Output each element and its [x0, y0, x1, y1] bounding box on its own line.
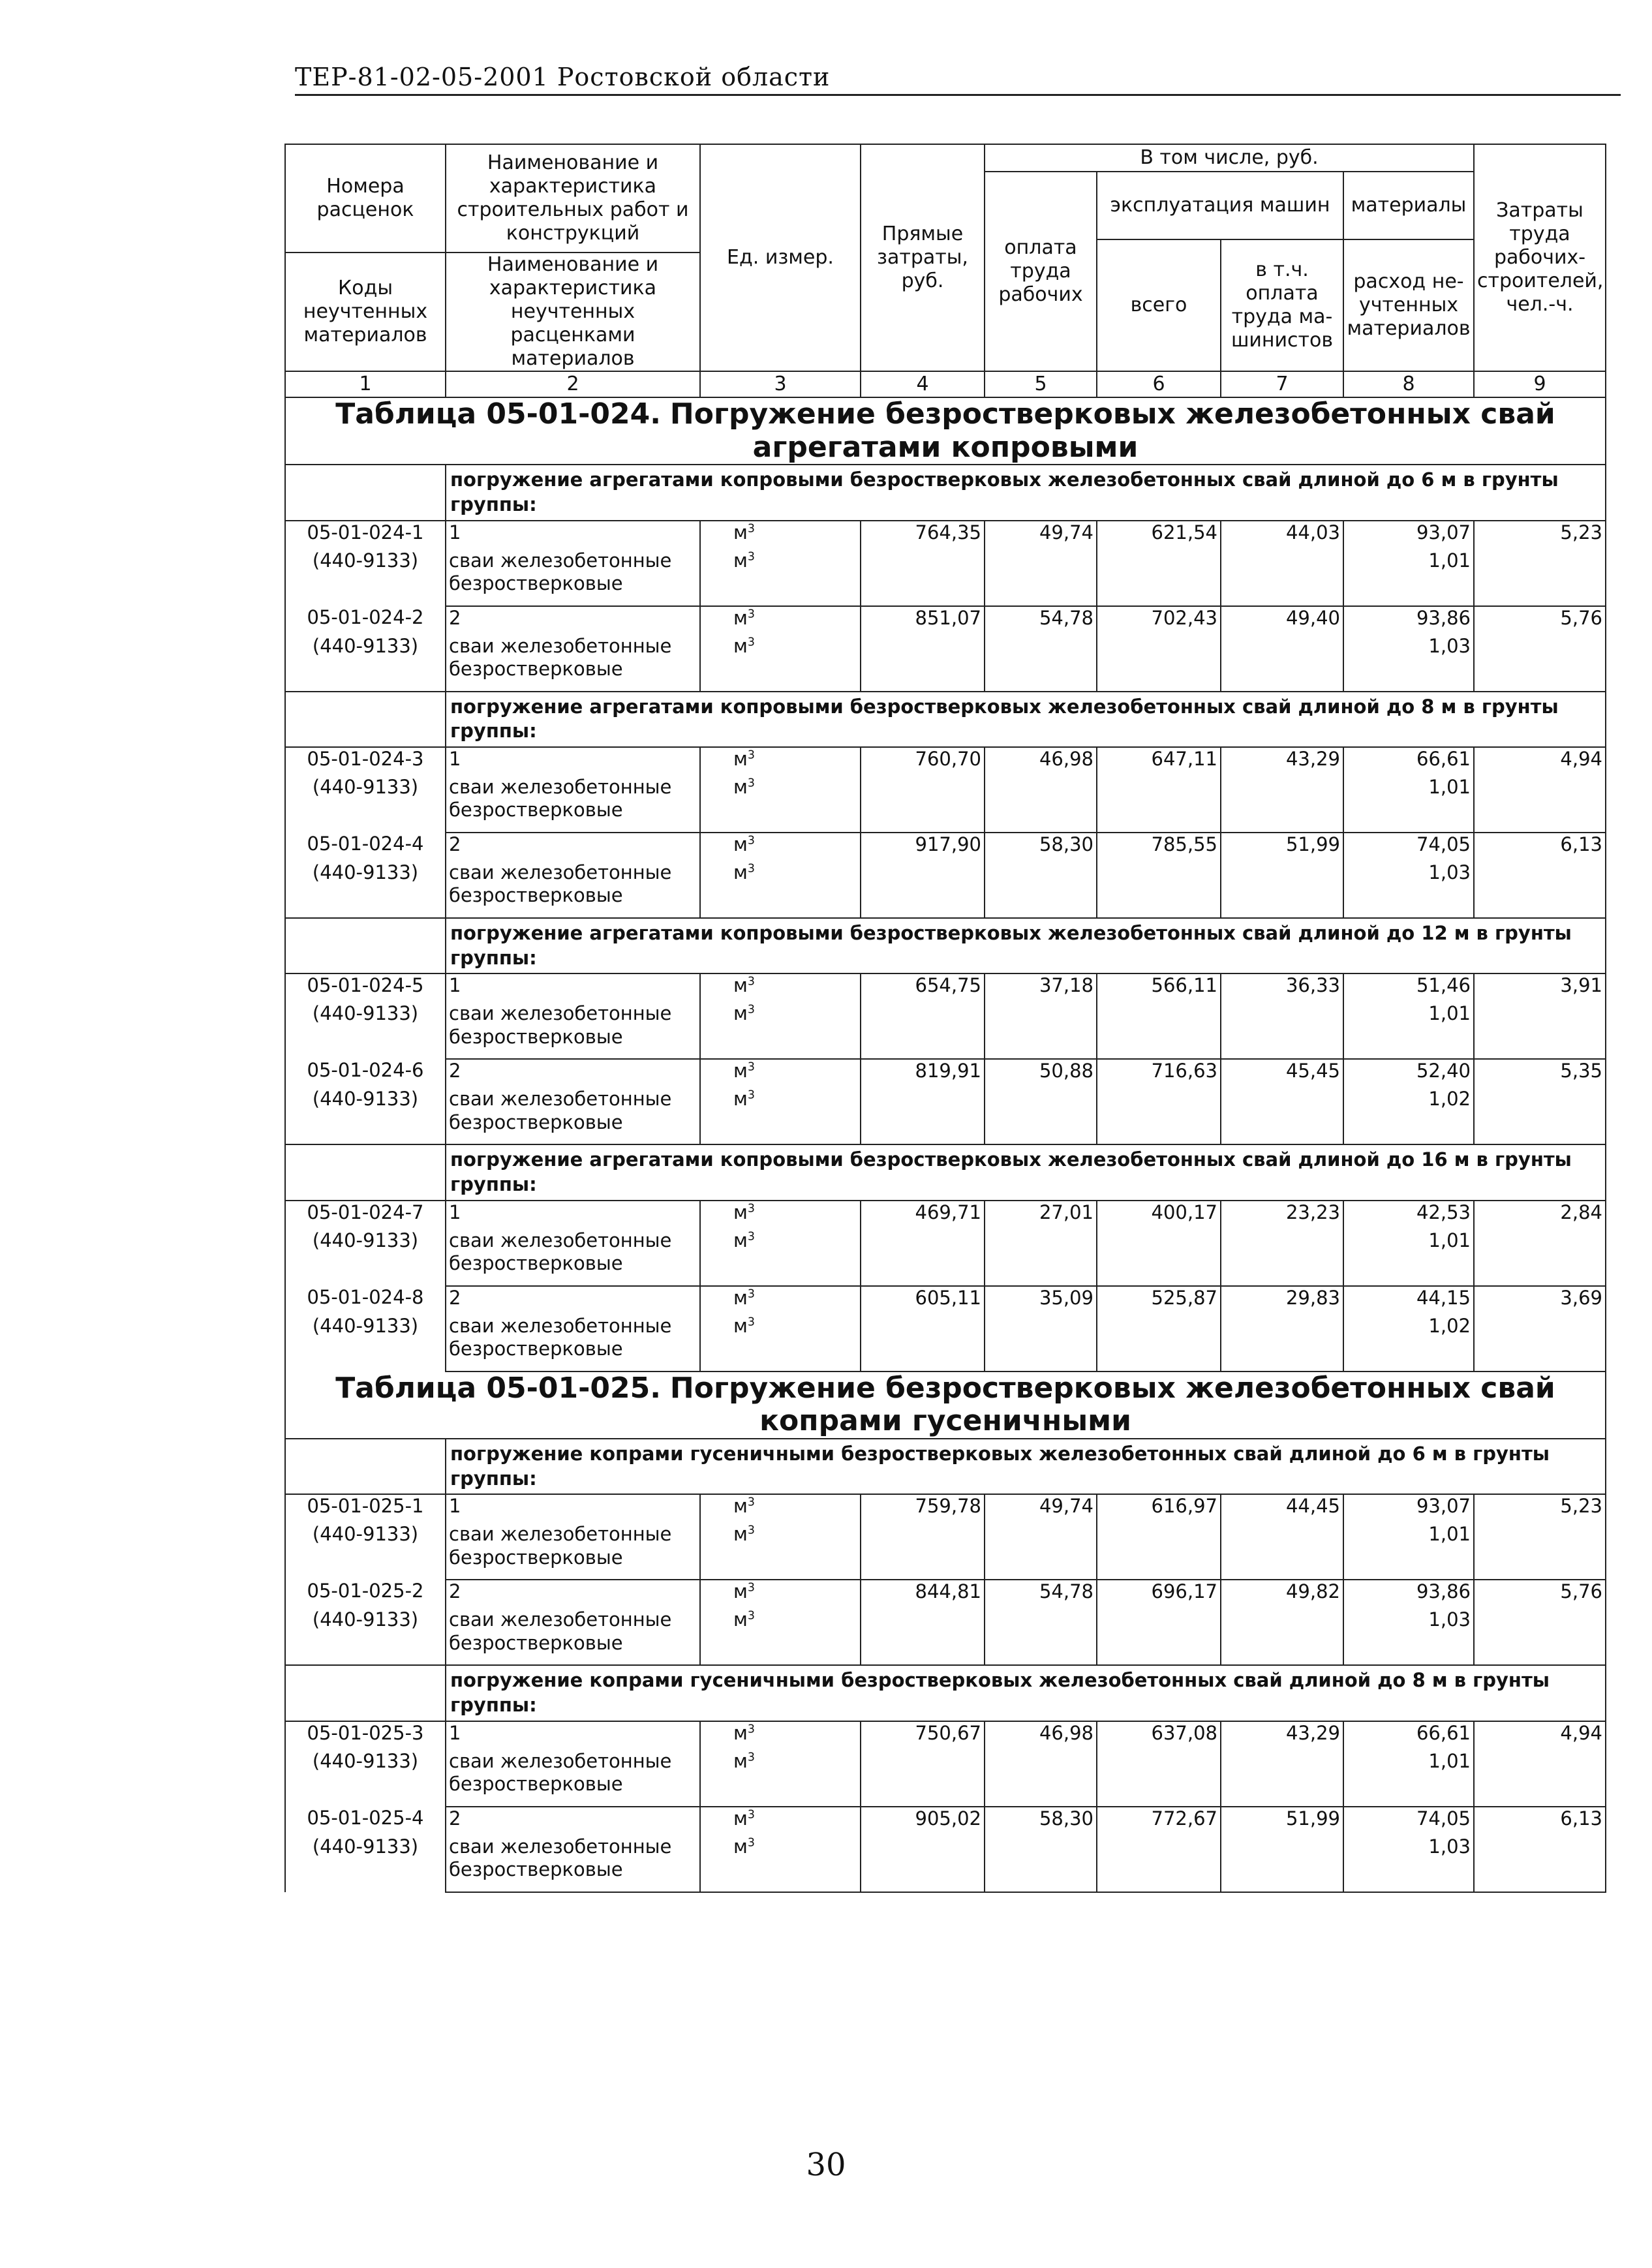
worker-pay: 46,98: [985, 747, 1097, 833]
col-machines-header: эксплуатация машин: [1097, 172, 1343, 239]
direct-cost: 654,75: [861, 973, 985, 1059]
table-row: [285, 747, 1606, 776]
material-code: (440-9133): [285, 1088, 446, 1144]
material-code: (440-9133): [285, 549, 446, 606]
worker-pay: 54,78: [985, 606, 1097, 692]
group-subtitle-row: [285, 692, 1606, 747]
column-number: 6: [1097, 371, 1221, 397]
material-unit: [700, 1750, 861, 1778]
table-row: [285, 1580, 1606, 1608]
unit-exponent: 3: [747, 1495, 755, 1509]
table-title: [285, 1372, 1606, 1439]
column-number: 8: [1343, 371, 1474, 397]
direct-cost: 605,11: [861, 1286, 985, 1372]
worker-pay: 37,18: [985, 973, 1097, 1059]
unit-exponent: 3: [747, 834, 755, 848]
rate-unit: [700, 606, 861, 635]
unit-exponent: 3: [747, 1202, 755, 1216]
rate-code: 05-01-024-6: [285, 1059, 446, 1088]
group-subtitle: погружение агрегатами копровыми безростверковых железобетонных свай длиной до 6 м в грунты группы:: [446, 465, 1606, 520]
machines-total: 772,67: [1097, 1807, 1221, 1892]
column-number: 1: [285, 371, 446, 397]
worker-pay: 58,30: [985, 833, 1097, 918]
material-name: сваи железобетонные безростверковые: [446, 1088, 700, 1144]
labor-hours: 4,94: [1474, 747, 1606, 833]
unit-text: м: [733, 1835, 748, 1858]
rate-name: 2: [446, 1807, 700, 1835]
unit-exponent: 3: [747, 1003, 755, 1017]
col-machinist-pay-header: в т.ч. оплата труда ма-шинистов: [1221, 239, 1343, 371]
rate-unit: [700, 1807, 861, 1835]
group-subtitle-spacer: [285, 918, 446, 973]
rate-name: 1: [446, 1721, 700, 1750]
unit-exponent: 3: [747, 862, 755, 876]
machines-total: 566,11: [1097, 973, 1221, 1059]
worker-pay: 46,98: [985, 1721, 1097, 1807]
material-code: (440-9133): [285, 776, 446, 833]
group-subtitle: погружение копрами гусеничными безростверковых железобетонных свай длиной до 6 м в грунты группы:: [446, 1439, 1606, 1494]
machinist-pay: 45,45: [1221, 1059, 1343, 1144]
rate-code: 05-01-024-4: [285, 833, 446, 861]
labor-hours: 5,76: [1474, 1580, 1606, 1665]
material-quantity: 1,02: [1343, 1315, 1474, 1343]
column-number: 7: [1221, 371, 1343, 397]
rate-unit: [700, 1580, 861, 1608]
unit-exponent: 3: [747, 1581, 755, 1595]
machines-total: 400,17: [1097, 1201, 1221, 1286]
material-quantity: 1,01: [1343, 1523, 1474, 1551]
worker-pay: 49,74: [985, 521, 1097, 606]
unit-text: м: [733, 861, 748, 883]
materials-cost: 66,61: [1343, 747, 1474, 776]
material-unit: [700, 1315, 861, 1343]
rate-code: 05-01-025-1: [285, 1494, 446, 1523]
rates-table: [284, 144, 1606, 1893]
col-work-name-header: Наименование и характеристика строительных работ и конструкций: [446, 144, 700, 253]
unit-text: м: [733, 634, 748, 657]
worker-pay: 58,30: [985, 1807, 1097, 1892]
unit-exponent: 3: [747, 1722, 755, 1736]
materials-spacer: [1343, 1636, 1474, 1665]
table-row: [285, 1807, 1606, 1835]
table-row: [285, 1286, 1606, 1315]
col-material-code-header: Коды неучтенных материалов: [285, 253, 446, 371]
machines-total: 637,08: [1097, 1721, 1221, 1807]
rate-unit: [700, 1494, 861, 1523]
column-number: 5: [985, 371, 1097, 397]
machines-total: 716,63: [1097, 1059, 1221, 1144]
unit-exponent: 3: [747, 1315, 755, 1329]
materials-spacer: [1343, 889, 1474, 918]
unit-exponent: 3: [747, 1835, 755, 1849]
material-code: (440-9133): [285, 1315, 446, 1372]
group-subtitle-spacer: [285, 1439, 446, 1494]
rate-name: 1: [446, 747, 700, 776]
materials-spacer: [1343, 577, 1474, 606]
group-subtitle-row: [285, 1144, 1606, 1200]
material-name: сваи железобетонные безростверковые: [446, 1315, 700, 1372]
unit-text: м: [733, 1580, 748, 1603]
materials-cost: 93,07: [1343, 521, 1474, 549]
rate-unit: [700, 1201, 861, 1229]
unit-spacer: [700, 1343, 861, 1372]
worker-pay: 35,09: [985, 1286, 1097, 1372]
labor-hours: 5,35: [1474, 1059, 1606, 1144]
materials-cost: 42,53: [1343, 1201, 1474, 1229]
group-subtitle: погружение агрегатами копровыми безростверковых железобетонных свай длиной до 16 м в грунты группы:: [446, 1144, 1606, 1200]
rate-unit: [700, 833, 861, 861]
group-subtitle-row: [285, 465, 1606, 520]
materials-spacer: [1343, 1863, 1474, 1892]
table-title-row: [285, 1372, 1606, 1439]
machinist-pay: 44,03: [1221, 521, 1343, 606]
rate-unit: [700, 973, 861, 1002]
unit-exponent: 3: [747, 1750, 755, 1764]
rate-code: 05-01-024-3: [285, 747, 446, 776]
direct-cost: 851,07: [861, 606, 985, 692]
rate-code: 05-01-024-2: [285, 606, 446, 635]
material-quantity: 1,01: [1343, 549, 1474, 577]
unit-exponent: 3: [747, 1230, 755, 1244]
rate-code: 05-01-025-4: [285, 1807, 446, 1835]
table-name: Погружение безростверковых железобетонных свай агрегатами копровыми: [669, 397, 1555, 464]
unit-text: м: [733, 833, 748, 855]
materials-cost: 93,86: [1343, 1580, 1474, 1608]
unit-exponent: 3: [747, 975, 755, 988]
rate-unit: [700, 1059, 861, 1088]
unit-text: м: [733, 747, 748, 770]
machinist-pay: 43,29: [1221, 747, 1343, 833]
material-name: сваи железобетонные безростверковые: [446, 1835, 700, 1892]
direct-cost: 764,35: [861, 521, 985, 606]
table-row: [285, 973, 1606, 1002]
labor-hours: 2,84: [1474, 1201, 1606, 1286]
unit-exponent: 3: [747, 1287, 755, 1301]
machines-total: 696,17: [1097, 1580, 1221, 1665]
machines-total: 525,87: [1097, 1286, 1221, 1372]
labor-hours: 6,13: [1474, 833, 1606, 918]
materials-spacer: [1343, 1116, 1474, 1144]
material-unit: [700, 1608, 861, 1636]
materials-cost: 74,05: [1343, 833, 1474, 861]
unit-spacer: [700, 663, 861, 692]
group-subtitle-row: [285, 918, 1606, 973]
material-name: сваи железобетонные безростверковые: [446, 1229, 700, 1286]
materials-cost: 93,86: [1343, 606, 1474, 635]
direct-cost: 760,70: [861, 747, 985, 833]
direct-cost: 844,81: [861, 1580, 985, 1665]
unit-exponent: 3: [747, 521, 755, 535]
rate-name: 1: [446, 521, 700, 549]
labor-hours: 3,69: [1474, 1286, 1606, 1372]
worker-pay: 50,88: [985, 1059, 1097, 1144]
col-in-total-header: В том числе, руб.: [985, 144, 1474, 172]
direct-cost: 750,67: [861, 1721, 985, 1807]
table-row: [285, 606, 1606, 635]
materials-spacer: [1343, 663, 1474, 692]
worker-pay: 49,74: [985, 1494, 1097, 1580]
unit-text: м: [733, 1229, 748, 1251]
table-body: [285, 397, 1606, 1892]
column-number-row: [285, 371, 1606, 397]
group-subtitle-spacer: [285, 1665, 446, 1721]
unit-exponent: 3: [747, 1609, 755, 1623]
labor-hours: 5,23: [1474, 1494, 1606, 1580]
unit-text: м: [733, 1286, 748, 1309]
material-name: сваи железобетонные безростверковые: [446, 1523, 700, 1580]
materials-spacer: [1343, 1030, 1474, 1059]
materials-spacer: [1343, 1257, 1474, 1286]
machines-total: 616,97: [1097, 1494, 1221, 1580]
material-name: сваи железобетонные безростверковые: [446, 635, 700, 692]
group-subtitle-row: [285, 1665, 1606, 1721]
column-number: 9: [1474, 371, 1606, 397]
rate-name: 2: [446, 606, 700, 635]
table-label: Таблица 05-01-025.: [335, 1371, 661, 1405]
material-name: сваи железобетонные безростверковые: [446, 1002, 700, 1059]
table-row: [285, 833, 1606, 861]
rate-code: 05-01-025-2: [285, 1580, 446, 1608]
column-number: 2: [446, 371, 700, 397]
unit-text: м: [733, 974, 748, 997]
labor-hours: 5,23: [1474, 521, 1606, 606]
unit-spacer: [700, 1863, 861, 1892]
materials-spacer: [1343, 1551, 1474, 1580]
direct-cost: 905,02: [861, 1807, 985, 1892]
material-code: (440-9133): [285, 1835, 446, 1892]
col-material-usage-header: расход не-учтенных материалов: [1343, 239, 1474, 371]
machinist-pay: 51,99: [1221, 833, 1343, 918]
materials-cost: 44,15: [1343, 1286, 1474, 1315]
column-number: 4: [861, 371, 985, 397]
table-row: [285, 1201, 1606, 1229]
unit-exponent: 3: [747, 748, 755, 762]
material-unit: [700, 1523, 861, 1551]
unit-exponent: 3: [747, 776, 755, 790]
unit-text: м: [733, 606, 748, 629]
unit-spacer: [700, 1030, 861, 1059]
unit-text: м: [733, 521, 748, 544]
rate-code: 05-01-024-5: [285, 973, 446, 1002]
machinist-pay: 36,33: [1221, 973, 1343, 1059]
material-unit: [700, 1002, 861, 1030]
material-quantity: 1,03: [1343, 861, 1474, 889]
rate-name: 2: [446, 1286, 700, 1315]
labor-hours: 6,13: [1474, 1807, 1606, 1892]
rate-unit: [700, 521, 861, 549]
group-subtitle: погружение агрегатами копровыми безростверковых железобетонных свай длиной до 12 м в грунты группы:: [446, 918, 1606, 973]
column-number: 3: [700, 371, 861, 397]
unit-spacer: [700, 577, 861, 606]
table-row: [285, 521, 1606, 549]
unit-text: м: [733, 1523, 748, 1546]
table-header: [285, 144, 1606, 397]
material-quantity: 1,01: [1343, 1002, 1474, 1030]
materials-spacer: [1343, 1778, 1474, 1807]
col-material-name-header: Наименование и характеристика неучтенных расценками материалов: [446, 253, 700, 371]
machines-total: 702,43: [1097, 606, 1221, 692]
unit-text: м: [733, 1495, 748, 1518]
materials-cost: 74,05: [1343, 1807, 1474, 1835]
unit-exponent: 3: [747, 1088, 755, 1102]
group-subtitle: погружение копрами гусеничными безростверковых железобетонных свай длиной до 8 м в грунты группы:: [446, 1665, 1606, 1721]
material-code: (440-9133): [285, 861, 446, 918]
group-subtitle-spacer: [285, 692, 446, 747]
unit-exponent: 3: [747, 607, 755, 621]
col-unit-header: Ед. измер.: [700, 144, 861, 371]
material-unit: [700, 861, 861, 889]
col-machines-total-header: всего: [1097, 239, 1221, 371]
page-number: 30: [806, 2147, 846, 2183]
rate-name: 1: [446, 973, 700, 1002]
material-unit: [700, 549, 861, 577]
col-materials-header: материалы: [1343, 172, 1474, 239]
material-quantity: 1,03: [1343, 635, 1474, 663]
material-quantity: 1,02: [1343, 1088, 1474, 1116]
page-header: ТЕР-81-02-05-2001 Ростовской области: [295, 63, 1621, 96]
unit-exponent: 3: [747, 1524, 755, 1537]
unit-exponent: 3: [747, 635, 755, 649]
machinist-pay: 51,99: [1221, 1807, 1343, 1892]
material-unit: [700, 776, 861, 804]
materials-cost: 93,07: [1343, 1494, 1474, 1523]
materials-cost: 52,40: [1343, 1059, 1474, 1088]
group-subtitle: погружение агрегатами копровыми безростверковых железобетонных свай длиной до 8 м в грунты группы:: [446, 692, 1606, 747]
rate-code: 05-01-025-3: [285, 1721, 446, 1750]
unit-text: м: [733, 1002, 748, 1025]
material-quantity: 1,01: [1343, 776, 1474, 804]
rate-code: 05-01-024-8: [285, 1286, 446, 1315]
labor-hours: 5,76: [1474, 606, 1606, 692]
unit-text: м: [733, 1088, 748, 1111]
unit-spacer: [700, 1116, 861, 1144]
machinist-pay: 43,29: [1221, 1721, 1343, 1807]
material-quantity: 1,01: [1343, 1229, 1474, 1257]
unit-spacer: [700, 889, 861, 918]
col-labor-hours-header: Затраты труда рабочих-строителей, чел.-ч.: [1474, 144, 1606, 371]
machinist-pay: 29,83: [1221, 1286, 1343, 1372]
machinist-pay: 49,82: [1221, 1580, 1343, 1665]
material-name: сваи железобетонные безростверковые: [446, 549, 700, 606]
rate-name: 2: [446, 833, 700, 861]
unit-text: м: [733, 775, 748, 798]
material-code: (440-9133): [285, 1523, 446, 1580]
unit-text: м: [733, 1060, 748, 1082]
unit-text: м: [733, 1201, 748, 1223]
material-code: (440-9133): [285, 1608, 446, 1665]
table-row: [285, 1494, 1606, 1523]
materials-spacer: [1343, 1343, 1474, 1372]
unit-exponent: 3: [747, 1060, 755, 1074]
rate-code: 05-01-024-1: [285, 521, 446, 549]
material-unit: [700, 635, 861, 663]
table-name: Погружение безростверковых железобетонных свай копрами гусеничными: [669, 1371, 1555, 1438]
machinist-pay: 49,40: [1221, 606, 1343, 692]
material-name: сваи железобетонные безростверковые: [446, 1608, 700, 1665]
unit-spacer: [700, 1778, 861, 1807]
table-row: [285, 1721, 1606, 1750]
direct-cost: 469,71: [861, 1201, 985, 1286]
rate-name: 2: [446, 1580, 700, 1608]
material-unit: [700, 1229, 861, 1257]
materials-cost: 66,61: [1343, 1721, 1474, 1750]
material-name: сваи железобетонные безростверковые: [446, 776, 700, 833]
unit-spacer: [700, 804, 861, 833]
unit-text: м: [733, 1608, 748, 1631]
machines-total: 785,55: [1097, 833, 1221, 918]
machinist-pay: 23,23: [1221, 1201, 1343, 1286]
rate-name: 1: [446, 1494, 700, 1523]
materials-spacer: [1343, 804, 1474, 833]
material-name: сваи железобетонные безростверковые: [446, 1750, 700, 1807]
material-code: (440-9133): [285, 635, 446, 692]
rate-name: 1: [446, 1201, 700, 1229]
unit-exponent: 3: [747, 549, 755, 563]
material-quantity: 1,03: [1343, 1835, 1474, 1863]
unit-spacer: [700, 1257, 861, 1286]
material-code: (440-9133): [285, 1002, 446, 1059]
worker-pay: 27,01: [985, 1201, 1097, 1286]
material-unit: [700, 1088, 861, 1116]
table-label: Таблица 05-01-024.: [335, 397, 661, 431]
col-direct-cost-header: Прямые затраты, руб.: [861, 144, 985, 371]
material-code: (440-9133): [285, 1229, 446, 1286]
group-subtitle-spacer: [285, 1144, 446, 1200]
machines-total: 647,11: [1097, 747, 1221, 833]
unit-spacer: [700, 1551, 861, 1580]
col-worker-pay-header: оплата труда рабочих: [985, 172, 1097, 371]
unit-text: м: [733, 1807, 748, 1830]
rate-name: 2: [446, 1059, 700, 1088]
material-code: (440-9133): [285, 1750, 446, 1807]
labor-hours: 4,94: [1474, 1721, 1606, 1807]
direct-cost: 819,91: [861, 1059, 985, 1144]
material-quantity: 1,03: [1343, 1608, 1474, 1636]
direct-cost: 917,90: [861, 833, 985, 918]
rate-unit: [700, 1286, 861, 1315]
material-name: сваи железобетонные безростверковые: [446, 861, 700, 918]
machinist-pay: 44,45: [1221, 1494, 1343, 1580]
material-quantity: 1,01: [1343, 1750, 1474, 1778]
unit-text: м: [733, 549, 748, 572]
unit-text: м: [733, 1314, 748, 1337]
unit-text: м: [733, 1721, 748, 1744]
unit-exponent: 3: [747, 1807, 755, 1821]
table-title: [285, 397, 1606, 465]
group-subtitle-spacer: [285, 465, 446, 520]
col-rate-number-header: Номера расценок: [285, 144, 446, 253]
table-row: [285, 1059, 1606, 1088]
rate-unit: [700, 1721, 861, 1750]
labor-hours: 3,91: [1474, 973, 1606, 1059]
worker-pay: 54,78: [985, 1580, 1097, 1665]
material-unit: [700, 1835, 861, 1863]
table-title-row: [285, 397, 1606, 465]
unit-spacer: [700, 1636, 861, 1665]
rate-code: 05-01-024-7: [285, 1201, 446, 1229]
machines-total: 621,54: [1097, 521, 1221, 606]
rate-unit: [700, 747, 861, 776]
unit-text: м: [733, 1749, 748, 1772]
materials-cost: 51,46: [1343, 973, 1474, 1002]
direct-cost: 759,78: [861, 1494, 985, 1580]
group-subtitle-row: [285, 1439, 1606, 1494]
